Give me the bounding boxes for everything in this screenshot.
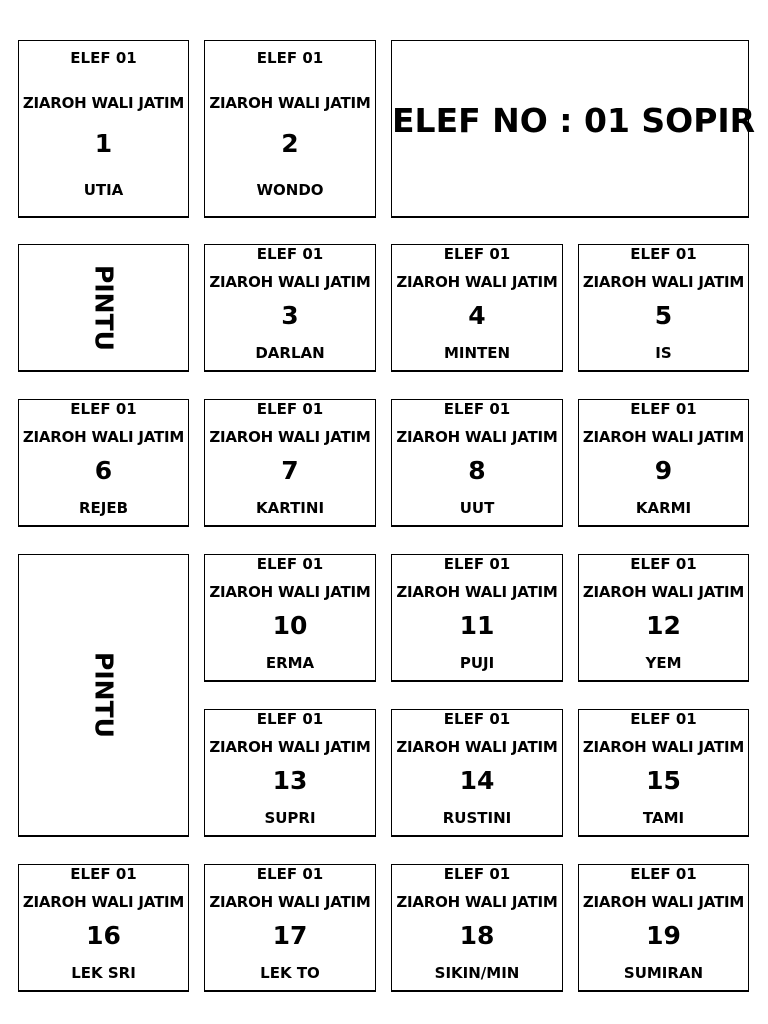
seat-vehicle: ELEF 01 bbox=[443, 710, 511, 728]
seat-vehicle: ELEF 01 bbox=[256, 49, 324, 67]
seat-vehicle: ELEF 01 bbox=[70, 865, 137, 883]
seat-card bbox=[204, 709, 376, 837]
driver-label: ELEF NO : 01 SOPIR bbox=[392, 101, 756, 140]
seat-card bbox=[391, 554, 563, 682]
seat-group: ZIAROH WALI JATIM bbox=[22, 94, 185, 112]
seat-card bbox=[204, 40, 376, 218]
driver-card bbox=[391, 40, 756, 218]
seat-vehicle: ELEF 01 bbox=[256, 710, 324, 728]
seat-vehicle: ELEF 01 bbox=[256, 245, 324, 263]
seat-vehicle: ELEF 01 bbox=[70, 400, 137, 418]
seat-card bbox=[391, 244, 563, 372]
seat-group: ZIAROH WALI JATIM bbox=[396, 428, 558, 446]
seat-vehicle: ELEF 01 bbox=[443, 555, 511, 573]
seat-vehicle: ELEF 01 bbox=[630, 555, 697, 573]
seat-passenger-name: LEK TO bbox=[260, 964, 320, 982]
seat-passenger-name: YEM bbox=[645, 654, 682, 672]
seat-card bbox=[391, 709, 563, 837]
seat-passenger-name: ERMA bbox=[265, 654, 315, 672]
seat-vehicle: ELEF 01 bbox=[443, 865, 511, 883]
seat-card bbox=[391, 399, 563, 527]
seat-card bbox=[578, 864, 749, 992]
seat-group: ZIAROH WALI JATIM bbox=[582, 583, 745, 601]
seat-card bbox=[204, 864, 376, 992]
seat-passenger-name: MINTEN bbox=[443, 344, 511, 362]
seat-number: 17 bbox=[272, 921, 308, 950]
seat-group: ZIAROH WALI JATIM bbox=[396, 738, 558, 756]
seat-group: ZIAROH WALI JATIM bbox=[22, 428, 185, 446]
seat-number: 11 bbox=[459, 611, 495, 640]
seat-group: ZIAROH WALI JATIM bbox=[582, 428, 745, 446]
seat-number: 9 bbox=[654, 456, 673, 485]
seat-card bbox=[204, 554, 376, 682]
seat-number: 12 bbox=[646, 611, 681, 640]
door-card bbox=[18, 554, 189, 837]
seat-vehicle: ELEF 01 bbox=[443, 245, 511, 263]
seat-passenger-name: SIKIN/MIN bbox=[434, 964, 520, 982]
seat-group: ZIAROH WALI JATIM bbox=[582, 893, 745, 911]
seat-vehicle: ELEF 01 bbox=[70, 49, 137, 67]
seat-group: ZIAROH WALI JATIM bbox=[209, 738, 371, 756]
seat-card bbox=[204, 244, 376, 372]
seat-group: ZIAROH WALI JATIM bbox=[209, 428, 371, 446]
seat-number: 15 bbox=[646, 766, 681, 795]
seat-vehicle: ELEF 01 bbox=[630, 245, 697, 263]
seat-card bbox=[18, 40, 189, 218]
seat-passenger-name: WONDO bbox=[256, 181, 324, 199]
seat-passenger-name: DARLAN bbox=[255, 344, 325, 362]
seat-passenger-name: RUSTINI bbox=[442, 809, 512, 827]
seat-number: 18 bbox=[459, 921, 495, 950]
seat-vehicle: ELEF 01 bbox=[443, 400, 511, 418]
seat-vehicle: ELEF 01 bbox=[630, 400, 697, 418]
seat-number: 4 bbox=[468, 301, 486, 330]
seat-card bbox=[391, 864, 563, 992]
seat-passenger-name: LEK SRI bbox=[71, 964, 136, 982]
seat-card bbox=[578, 399, 749, 527]
seat-vehicle: ELEF 01 bbox=[256, 555, 324, 573]
seat-passenger-name: PUJI bbox=[459, 654, 495, 672]
seat-passenger-name: UUT bbox=[459, 499, 495, 517]
seat-passenger-name: KARMI bbox=[635, 499, 692, 517]
seat-group: ZIAROH WALI JATIM bbox=[209, 273, 371, 291]
seat-vehicle: ELEF 01 bbox=[630, 865, 697, 883]
seat-passenger-name: REJEB bbox=[78, 499, 129, 517]
seat-number: 10 bbox=[272, 611, 308, 640]
door-label: PINTU bbox=[89, 652, 118, 738]
seat-passenger-name: SUMIRAN bbox=[623, 964, 704, 982]
seat-group: ZIAROH WALI JATIM bbox=[209, 94, 371, 112]
seat-card bbox=[578, 244, 749, 372]
seat-passenger-name: TAMI bbox=[642, 809, 685, 827]
seat-vehicle: ELEF 01 bbox=[256, 865, 324, 883]
seat-number: 8 bbox=[468, 456, 486, 485]
seat-number: 13 bbox=[272, 766, 308, 795]
seat-card bbox=[578, 554, 749, 682]
seat-group: ZIAROH WALI JATIM bbox=[396, 583, 558, 601]
seat-passenger-name: IS bbox=[655, 344, 672, 362]
seat-card bbox=[18, 399, 189, 527]
seat-group: ZIAROH WALI JATIM bbox=[582, 273, 745, 291]
seat-group: ZIAROH WALI JATIM bbox=[209, 893, 371, 911]
seat-number: 6 bbox=[94, 456, 113, 485]
seat-group: ZIAROH WALI JATIM bbox=[396, 273, 558, 291]
seat-number: 14 bbox=[459, 766, 495, 795]
seat-group: ZIAROH WALI JATIM bbox=[396, 893, 558, 911]
seat-group: ZIAROH WALI JATIM bbox=[22, 893, 185, 911]
seat-passenger-name: SUPRI bbox=[264, 809, 316, 827]
seat-number: 16 bbox=[86, 921, 121, 950]
door-label: PINTU bbox=[89, 264, 118, 351]
seat-passenger-name: KARTINI bbox=[255, 499, 325, 517]
seat-number: 2 bbox=[281, 129, 299, 158]
seat-number: 19 bbox=[646, 921, 681, 950]
door-card bbox=[18, 244, 189, 372]
seat-card bbox=[204, 399, 376, 527]
seat-card bbox=[18, 864, 189, 992]
seat-vehicle: ELEF 01 bbox=[256, 400, 324, 418]
seat-vehicle: ELEF 01 bbox=[630, 710, 697, 728]
seat-number: 7 bbox=[281, 456, 299, 485]
seat-card bbox=[578, 709, 749, 837]
seat-group: ZIAROH WALI JATIM bbox=[209, 583, 371, 601]
seat-number: 3 bbox=[281, 301, 299, 330]
seat-passenger-name: UTIA bbox=[83, 181, 124, 199]
seat-group: ZIAROH WALI JATIM bbox=[582, 738, 745, 756]
seat-number: 5 bbox=[654, 301, 673, 330]
seat-number: 1 bbox=[94, 129, 113, 158]
